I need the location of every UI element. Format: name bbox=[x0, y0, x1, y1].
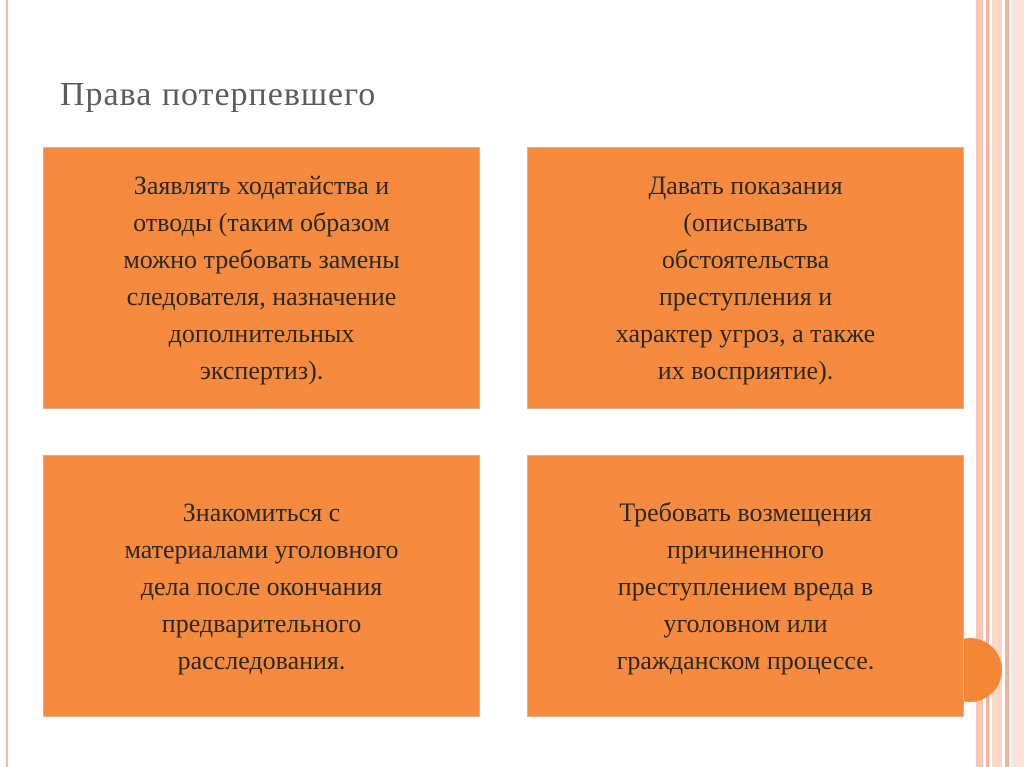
card-testimony bbox=[527, 147, 964, 409]
right-border-stripe bbox=[1005, 0, 1009, 767]
card-text: Заявлять ходатайства и отводы (таким образом можно требовать замены следователя, назначение дополнительных экспертиз). bbox=[123, 171, 400, 385]
card-text: Требовать возмещения причиненного преступлением вреда в уголовном или гражданском процессе. bbox=[616, 497, 875, 675]
card-text: Знакомиться с материалами уголовного дела после окончания предварительного расследования. bbox=[124, 497, 399, 675]
card-petitions bbox=[43, 147, 480, 409]
right-border-stripe bbox=[1012, 0, 1024, 767]
slide-title: Права потерпевшего bbox=[60, 76, 377, 113]
card-text: Давать показания (описывать обстоятельства преступления и характер угроз, а также их восприятие). bbox=[615, 171, 876, 385]
card-compensation bbox=[527, 455, 964, 717]
card-case-materials bbox=[43, 455, 480, 717]
left-border-line bbox=[6, 0, 8, 767]
